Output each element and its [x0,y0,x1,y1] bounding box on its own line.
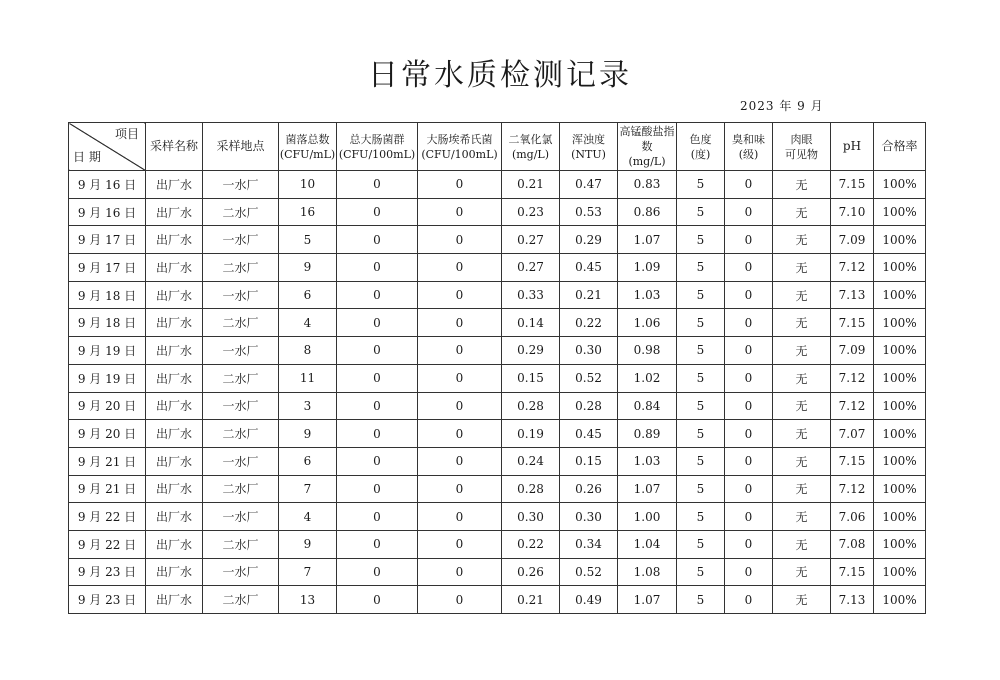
cell-date: 9 月 23 日 [69,586,146,614]
cell-colony-count: 4 [279,309,337,337]
col-header-line2: (级) [738,147,759,161]
header-diagonal-cell [69,123,146,171]
cell-e-coli: 0 [418,337,502,365]
cell-permanganate-index: 1.03 [618,447,677,475]
col-header-line2: (度) [690,147,711,161]
col-header-line2: (mg/L) [511,147,550,161]
col-header [418,123,502,171]
cell-date: 9 月 19 日 [69,364,146,392]
cell-e-coli: 0 [418,364,502,392]
table-row [69,420,926,448]
cell-visible-matter: 无 [773,392,831,420]
cell-chlorine-dioxide: 0.14 [502,309,560,337]
cell-ph: 7.13 [831,281,874,309]
col-header-line1: 总大肠菌群 [349,132,405,146]
table-row [69,392,926,420]
col-header-line1: 大肠埃希氏菌 [426,132,493,146]
cell-permanganate-index: 1.08 [618,558,677,586]
cell-chlorine-dioxide: 0.22 [502,530,560,558]
cell-visible-matter: 无 [773,364,831,392]
cell-odor-taste: 0 [725,475,773,503]
cell-sample-name: 出厂水 [146,420,203,448]
cell-visible-matter: 无 [773,171,831,199]
cell-ph: 7.10 [831,198,874,226]
cell-pass-rate: 100% [874,198,926,226]
col-header [560,123,618,171]
cell-chlorine-dioxide: 0.28 [502,392,560,420]
cell-coliforms: 0 [337,281,418,309]
cell-visible-matter: 无 [773,586,831,614]
cell-coliforms: 0 [337,171,418,199]
cell-colony-count: 16 [279,198,337,226]
cell-date: 9 月 22 日 [69,503,146,531]
cell-turbidity: 0.29 [560,226,618,254]
col-header-line2: (CFU/mL) [279,147,336,161]
cell-coliforms: 0 [337,309,418,337]
cell-sample-name: 出厂水 [146,281,203,309]
cell-chlorine-dioxide: 0.27 [502,254,560,282]
cell-ph: 7.15 [831,171,874,199]
cell-coliforms: 0 [337,364,418,392]
cell-color: 5 [677,586,725,614]
cell-chlorine-dioxide: 0.33 [502,281,560,309]
cell-chlorine-dioxide: 0.30 [502,503,560,531]
cell-pass-rate: 100% [874,254,926,282]
cell-sample-name: 出厂水 [146,337,203,365]
cell-permanganate-index: 1.02 [618,364,677,392]
cell-turbidity: 0.47 [560,171,618,199]
cell-turbidity: 0.15 [560,447,618,475]
col-header-line1: pH [842,139,862,153]
cell-pass-rate: 100% [874,364,926,392]
cell-coliforms: 0 [337,447,418,475]
cell-colony-count: 8 [279,337,337,365]
cell-ph: 7.08 [831,530,874,558]
cell-coliforms: 0 [337,530,418,558]
cell-permanganate-index: 1.07 [618,586,677,614]
cell-coliforms: 0 [337,420,418,448]
cell-pass-rate: 100% [874,420,926,448]
cell-sample-site: 二水厂 [203,198,279,226]
cell-colony-count: 4 [279,503,337,531]
cell-colony-count: 7 [279,558,337,586]
cell-date: 9 月 21 日 [69,475,146,503]
cell-permanganate-index: 0.83 [618,171,677,199]
cell-coliforms: 0 [337,392,418,420]
cell-e-coli: 0 [418,392,502,420]
cell-odor-taste: 0 [725,503,773,531]
cell-sample-site: 二水厂 [203,475,279,503]
cell-colony-count: 9 [279,530,337,558]
cell-sample-name: 出厂水 [146,226,203,254]
cell-permanganate-index: 1.09 [618,254,677,282]
cell-turbidity: 0.49 [560,586,618,614]
col-header-line1: 合格率 [881,139,918,153]
table-row [69,558,926,586]
cell-turbidity: 0.45 [560,420,618,448]
cell-turbidity: 0.21 [560,281,618,309]
table-row [69,254,926,282]
cell-sample-site: 一水厂 [203,503,279,531]
cell-turbidity: 0.34 [560,530,618,558]
cell-odor-taste: 0 [725,226,773,254]
cell-sample-site: 二水厂 [203,364,279,392]
cell-date: 9 月 22 日 [69,530,146,558]
table-row [69,530,926,558]
cell-date: 9 月 16 日 [69,171,146,199]
header-row [69,123,926,171]
cell-odor-taste: 0 [725,171,773,199]
cell-visible-matter: 无 [773,558,831,586]
cell-pass-rate: 100% [874,337,926,365]
cell-e-coli: 0 [418,447,502,475]
cell-turbidity: 0.45 [560,254,618,282]
cell-coliforms: 0 [337,198,418,226]
col-header-line1: 采样地点 [216,139,265,153]
table-body [69,171,926,614]
cell-turbidity: 0.53 [560,198,618,226]
cell-visible-matter: 无 [773,309,831,337]
cell-colony-count: 13 [279,586,337,614]
table-row [69,198,926,226]
cell-odor-taste: 0 [725,420,773,448]
cell-turbidity: 0.22 [560,309,618,337]
cell-coliforms: 0 [337,226,418,254]
cell-odor-taste: 0 [725,309,773,337]
cell-odor-taste: 0 [725,254,773,282]
cell-chlorine-dioxide: 0.26 [502,558,560,586]
cell-colony-count: 6 [279,281,337,309]
cell-chlorine-dioxide: 0.27 [502,226,560,254]
cell-color: 5 [677,364,725,392]
cell-sample-site: 二水厂 [203,420,279,448]
table-row [69,475,926,503]
cell-chlorine-dioxide: 0.24 [502,447,560,475]
header-date-label: 日 期 [73,150,101,164]
cell-colony-count: 5 [279,226,337,254]
cell-sample-name: 出厂水 [146,447,203,475]
cell-color: 5 [677,503,725,531]
cell-odor-taste: 0 [725,198,773,226]
cell-permanganate-index: 0.84 [618,392,677,420]
cell-sample-name: 出厂水 [146,530,203,558]
cell-sample-site: 一水厂 [203,558,279,586]
cell-permanganate-index: 0.98 [618,337,677,365]
cell-color: 5 [677,309,725,337]
cell-color: 5 [677,254,725,282]
cell-ph: 7.12 [831,254,874,282]
cell-e-coli: 0 [418,475,502,503]
table-row [69,309,926,337]
col-header-line1: 臭和味 [732,132,765,146]
table-row [69,281,926,309]
cell-colony-count: 9 [279,420,337,448]
col-header-line2: 可见物 [785,147,818,161]
cell-turbidity: 0.30 [560,503,618,531]
cell-pass-rate: 100% [874,475,926,503]
cell-ph: 7.15 [831,447,874,475]
cell-pass-rate: 100% [874,226,926,254]
cell-pass-rate: 100% [874,530,926,558]
cell-ph: 7.06 [831,503,874,531]
cell-e-coli: 0 [418,254,502,282]
col-header [337,123,418,171]
cell-visible-matter: 无 [773,337,831,365]
cell-color: 5 [677,171,725,199]
cell-odor-taste: 0 [725,586,773,614]
cell-sample-name: 出厂水 [146,364,203,392]
cell-permanganate-index: 1.07 [618,475,677,503]
col-header [677,123,725,171]
cell-permanganate-index: 1.07 [618,226,677,254]
cell-chlorine-dioxide: 0.28 [502,475,560,503]
cell-turbidity: 0.28 [560,392,618,420]
cell-turbidity: 0.52 [560,364,618,392]
cell-pass-rate: 100% [874,392,926,420]
page-title: 日常水质检测记录 [368,58,632,93]
col-header-line1: 采样名称 [149,139,198,153]
cell-chlorine-dioxide: 0.29 [502,337,560,365]
cell-chlorine-dioxide: 0.21 [502,171,560,199]
cell-ph: 7.12 [831,475,874,503]
cell-color: 5 [677,558,725,586]
cell-sample-name: 出厂水 [146,254,203,282]
cell-sample-site: 一水厂 [203,392,279,420]
cell-colony-count: 7 [279,475,337,503]
cell-e-coli: 0 [418,309,502,337]
table-row [69,337,926,365]
cell-sample-name: 出厂水 [146,309,203,337]
cell-sample-name: 出厂水 [146,198,203,226]
table-row [69,503,926,531]
cell-sample-site: 二水厂 [203,530,279,558]
cell-sample-site: 二水厂 [203,309,279,337]
cell-e-coli: 0 [418,198,502,226]
col-header-line2: (CFU/100mL) [421,147,498,161]
cell-permanganate-index: 1.04 [618,530,677,558]
header-item-label: 项目 [114,127,139,141]
table-row [69,226,926,254]
cell-color: 5 [677,420,725,448]
col-header-line2: (mg/L) [628,155,666,168]
col-header-line1: 二氧化氯 [508,132,553,146]
cell-sample-name: 出厂水 [146,558,203,586]
cell-sample-name: 出厂水 [146,503,203,531]
cell-coliforms: 0 [337,254,418,282]
cell-sample-name: 出厂水 [146,475,203,503]
cell-turbidity: 0.52 [560,558,618,586]
cell-ph: 7.12 [831,392,874,420]
col-header-line1: 高锰酸盐指数 [619,125,675,153]
cell-pass-rate: 100% [874,447,926,475]
cell-date: 9 月 16 日 [69,198,146,226]
table-row [69,586,926,614]
col-header [618,123,677,171]
cell-pass-rate: 100% [874,586,926,614]
cell-chlorine-dioxide: 0.21 [502,586,560,614]
cell-color: 5 [677,198,725,226]
cell-date: 9 月 20 日 [69,392,146,420]
cell-ph: 7.15 [831,309,874,337]
col-header-line2: (NTU) [571,147,606,161]
cell-e-coli: 0 [418,530,502,558]
cell-visible-matter: 无 [773,503,831,531]
cell-visible-matter: 无 [773,475,831,503]
cell-odor-taste: 0 [725,337,773,365]
record-month: 2023 年 9 月 [740,99,824,113]
cell-colony-count: 11 [279,364,337,392]
cell-colony-count: 6 [279,447,337,475]
cell-e-coli: 0 [418,420,502,448]
cell-ph: 7.09 [831,337,874,365]
cell-date: 9 月 18 日 [69,309,146,337]
cell-visible-matter: 无 [773,254,831,282]
col-header-line1: 菌落总数 [285,132,330,146]
cell-e-coli: 0 [418,503,502,531]
cell-visible-matter: 无 [773,198,831,226]
cell-ph: 7.09 [831,226,874,254]
cell-visible-matter: 无 [773,226,831,254]
cell-visible-matter: 无 [773,530,831,558]
cell-sample-site: 一水厂 [203,337,279,365]
cell-coliforms: 0 [337,586,418,614]
col-header [831,123,874,171]
cell-coliforms: 0 [337,475,418,503]
cell-permanganate-index: 1.06 [618,309,677,337]
cell-permanganate-index: 1.00 [618,503,677,531]
cell-odor-taste: 0 [725,558,773,586]
cell-chlorine-dioxide: 0.23 [502,198,560,226]
cell-turbidity: 0.30 [560,337,618,365]
cell-odor-taste: 0 [725,530,773,558]
cell-pass-rate: 100% [874,503,926,531]
col-header [502,123,560,171]
cell-odor-taste: 0 [725,447,773,475]
cell-color: 5 [677,475,725,503]
cell-odor-taste: 0 [725,364,773,392]
col-header [725,123,773,171]
cell-color: 5 [677,392,725,420]
cell-permanganate-index: 1.03 [618,281,677,309]
cell-e-coli: 0 [418,281,502,309]
cell-colony-count: 9 [279,254,337,282]
cell-date: 9 月 23 日 [69,558,146,586]
water-quality-table [68,122,926,614]
col-header [773,123,831,171]
cell-sample-site: 一水厂 [203,226,279,254]
cell-pass-rate: 100% [874,171,926,199]
col-header-line1: 肉眼 [790,132,813,146]
cell-visible-matter: 无 [773,447,831,475]
cell-pass-rate: 100% [874,558,926,586]
cell-sample-site: 二水厂 [203,586,279,614]
cell-coliforms: 0 [337,558,418,586]
cell-color: 5 [677,337,725,365]
cell-date: 9 月 21 日 [69,447,146,475]
cell-date: 9 月 17 日 [69,254,146,282]
cell-sample-site: 二水厂 [203,254,279,282]
cell-date: 9 月 18 日 [69,281,146,309]
cell-pass-rate: 100% [874,309,926,337]
cell-color: 5 [677,281,725,309]
col-header [279,123,337,171]
cell-ph: 7.13 [831,586,874,614]
col-header-line2: (CFU/100mL) [338,147,416,161]
cell-sample-name: 出厂水 [146,586,203,614]
cell-sample-site: 一水厂 [203,281,279,309]
cell-e-coli: 0 [418,171,502,199]
col-header [874,123,926,171]
cell-e-coli: 0 [418,226,502,254]
cell-color: 5 [677,530,725,558]
cell-visible-matter: 无 [773,281,831,309]
cell-ph: 7.07 [831,420,874,448]
cell-ph: 7.15 [831,558,874,586]
cell-coliforms: 0 [337,503,418,531]
cell-turbidity: 0.26 [560,475,618,503]
cell-ph: 7.12 [831,364,874,392]
cell-sample-name: 出厂水 [146,171,203,199]
cell-odor-taste: 0 [725,392,773,420]
cell-colony-count: 10 [279,171,337,199]
cell-date: 9 月 20 日 [69,420,146,448]
cell-sample-site: 一水厂 [203,171,279,199]
cell-odor-taste: 0 [725,281,773,309]
cell-date: 9 月 19 日 [69,337,146,365]
cell-colony-count: 3 [279,392,337,420]
cell-chlorine-dioxide: 0.19 [502,420,560,448]
cell-e-coli: 0 [418,586,502,614]
cell-color: 5 [677,447,725,475]
table-row [69,447,926,475]
cell-coliforms: 0 [337,337,418,365]
col-header-line1: 色度 [689,132,712,146]
col-header [146,123,203,171]
table-row [69,171,926,199]
cell-chlorine-dioxide: 0.15 [502,364,560,392]
col-header-line1: 浑浊度 [572,132,605,146]
table-row [69,364,926,392]
cell-permanganate-index: 0.86 [618,198,677,226]
cell-permanganate-index: 0.89 [618,420,677,448]
cell-sample-name: 出厂水 [146,392,203,420]
cell-e-coli: 0 [418,558,502,586]
cell-visible-matter: 无 [773,420,831,448]
cell-sample-site: 一水厂 [203,447,279,475]
col-header [203,123,279,171]
cell-pass-rate: 100% [874,281,926,309]
cell-date: 9 月 17 日 [69,226,146,254]
cell-color: 5 [677,226,725,254]
